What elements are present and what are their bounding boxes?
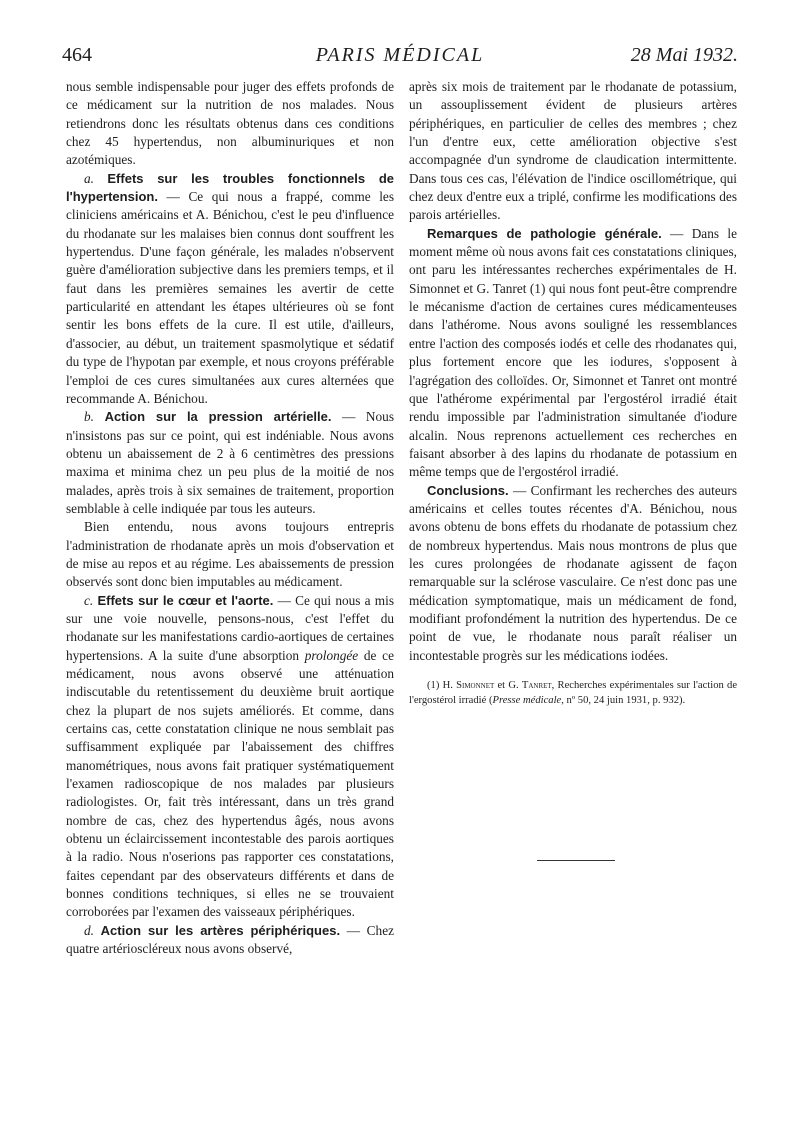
section-heading: Action sur les artères périphériques.: [100, 922, 341, 938]
section-text: — Chez quatre artérioscléreux nous avons observé,: [66, 922, 394, 957]
right-column: [409, 78, 737, 708]
author-name: Tanret: [521, 680, 552, 691]
end-rule: [537, 860, 615, 861]
remarks-section: [409, 225, 737, 482]
journal-title: PARIS MÉDICAL: [315, 44, 485, 66]
paragraph: nous semble indispensable pour juger des effets profonds de ce médicament sur la nutrition de nos malades. Nous retiendrons donc les résultats obtenus dans ces conditions chez 45 hypertendus, non albuminuriques et non azotémiques.: [66, 79, 394, 168]
section-letter: a.: [84, 170, 94, 186]
section-letter: d.: [84, 922, 94, 938]
footnote-text: , Recherches expérimentales sur l'action de l'ergostérol irradié (: [409, 680, 738, 706]
section-heading: Effets sur les troubles fonctionnels de l'hypertension.: [66, 170, 394, 205]
page-number: 464: [62, 44, 92, 66]
footnote-text: et G.: [494, 680, 522, 691]
page-header: [62, 44, 738, 74]
section-text: — Confirmant les recherches des auteurs américains et celles toutes récentes d'A. Bénichou, nous avons obtenu de bons effets du rhodanate de potassium chez de nombreux hypertendus. Mais nous montrons de plus que les cures prolongées de rhodanate agissent de façon remarquable sur la sclérose vasculaire. Ce n'est donc pas une médication symptomatique, mais un médicament de fond, modifiant profondément la nutrition des hypertendus. De ce point de vue, le rhodanate nous paraît réaliser un incontestable progrès sur les médications iodées.: [409, 482, 737, 663]
paragraph: après six mois de traitement par le rhodanate de potassium, un assouplissement évident de plusieurs artères périphériques, en particulier de celles des membres ; chez l'un d'entre eux, cette amélioration objective s'est accompagnée d'un syndrome de claudication intermittente. Dans tous ces cas, l'élévation de l'indice oscillométrique, qui chez deux d'entre eux a triplé, confirme les modifications des parois artérielles.: [409, 79, 737, 223]
section-text: — Dans le moment même où nous avons fait ces constatations cliniques, ont paru les intéressantes recherches expérimentales de H. Simonnet et G. Tanret (1) qui nous font peut-être comprendre le mécanisme d'action de certaines cures médicamenteuses dans l'athérome. Nous avons souligné les ressemblances entre l'action des composés iodés et celle des rhodanates qui, plus fortement encore que les iodures, s'opposent à l'agrégation des colloïdes. Or, Simonnet et Tanret ont montré que l'athérome expérimental par l'ergostérol irradié était rendu impossible par l'administration simultanée d'iodure alcalin. Nous reprenons actuellement ces recherches en faisant absorber à des lapins du rhodanate de potassium en même temps que de l'ergostérol irradié.: [409, 225, 737, 480]
issue-date: 28 Mai 1932.: [630, 44, 738, 66]
section-d: [66, 922, 394, 959]
section-heading: Remarques de pathologie générale.: [427, 225, 662, 241]
section-text: de ce médicament, nous avons observé une atténuation indiscutable du retentissement du deuxième bruit aortique chez la plupart de nos sujets améliorés. Et comme, dans certains cas, cette constatation clinique ne nous semblait pas suffisamment expliquée par l'abaissement des chiffres manométriques, nous avons fait pratiquer systématiquement l'examen radioscopique de nos malades par plusieurs radiologistes. Or, fait très intéressant, dans un très grand nombre de cas, chez des hypertendus âgés, nous avons obtenu un éclaircissement incontestable des parois aortiques à la radio. Nous n'oserions pas rapporter ces constatations, faites cependant par des observateurs différents et dans de bonnes conditions techniques, si elles ne se trouvaient corroborées par l'examen des vaisseaux périphériques.: [66, 647, 394, 920]
section-letter: b.: [84, 409, 94, 425]
section-letter: c.: [84, 592, 94, 608]
emphasis: prolongée: [304, 647, 359, 663]
section-heading: Effets sur le cœur et l'aorte.: [97, 592, 274, 608]
footnote: [409, 679, 737, 708]
footnote-text: , nº 50, 24 juin 1931, p. 932).: [561, 694, 686, 706]
footnote-text: (1) H.: [427, 680, 457, 691]
paragraph: Bien entendu, nous avons toujours entrepris l'administration de rhodanate après un mois d'observation et de mise au repos et au régime. Les abaissements de pression observés sont donc bien imputables au médicament.: [66, 519, 394, 590]
section-text: — Ce qui nous a mis sur une voie nouvelle, pensons-nous, c'est l'effet du rhodanate sur les manifestations cardio-aortiques de certaines hypertensions. A la suite d'une absorption: [66, 592, 394, 663]
author-name: Simonnet: [456, 680, 495, 691]
section-a: [66, 170, 394, 408]
section-heading: Conclusions.: [427, 482, 509, 498]
section-text: — Nous n'insistons pas sur ce point, qui est indéniable. Nous avons obtenu un abaissement de 2 à 6 centimètres des pressions maxima et minima chez un peu plus de la moitié de nos malades, après trois à six semaines de traitement, proportion semblable à celle indiquée par tous les auteurs.: [66, 409, 395, 516]
left-column: [66, 78, 394, 959]
section-c: [66, 592, 394, 922]
section-b: [66, 408, 394, 518]
section-text: — Ce qui nous a frappé, comme les cliniciens américains et A. Bénichou, c'est le peu d'influence du rhodanate sur les malaises bien connus dont souffrent les hypertendus. D'une façon générale, les malades n'observent guère d'amélioration subjective dans les premiers temps, et il faut dans les premières semaines les avertir de cette particularité en attendant les étapes ultérieures où se font sentir les bons effets de la cure. Il est utile, d'ailleurs, d'associer, au début, un traitement spasmolytique et sédatif du type de l'hypotan par exemple, et nous croyons préférable l'emploi de ces cures simultanées aux cures alternées que recommande A. Bénichou.: [66, 189, 394, 406]
conclusions-section: [409, 482, 737, 665]
section-heading: Action sur la pression artérielle.: [104, 409, 332, 425]
journal-citation: Presse médicale: [492, 694, 562, 706]
